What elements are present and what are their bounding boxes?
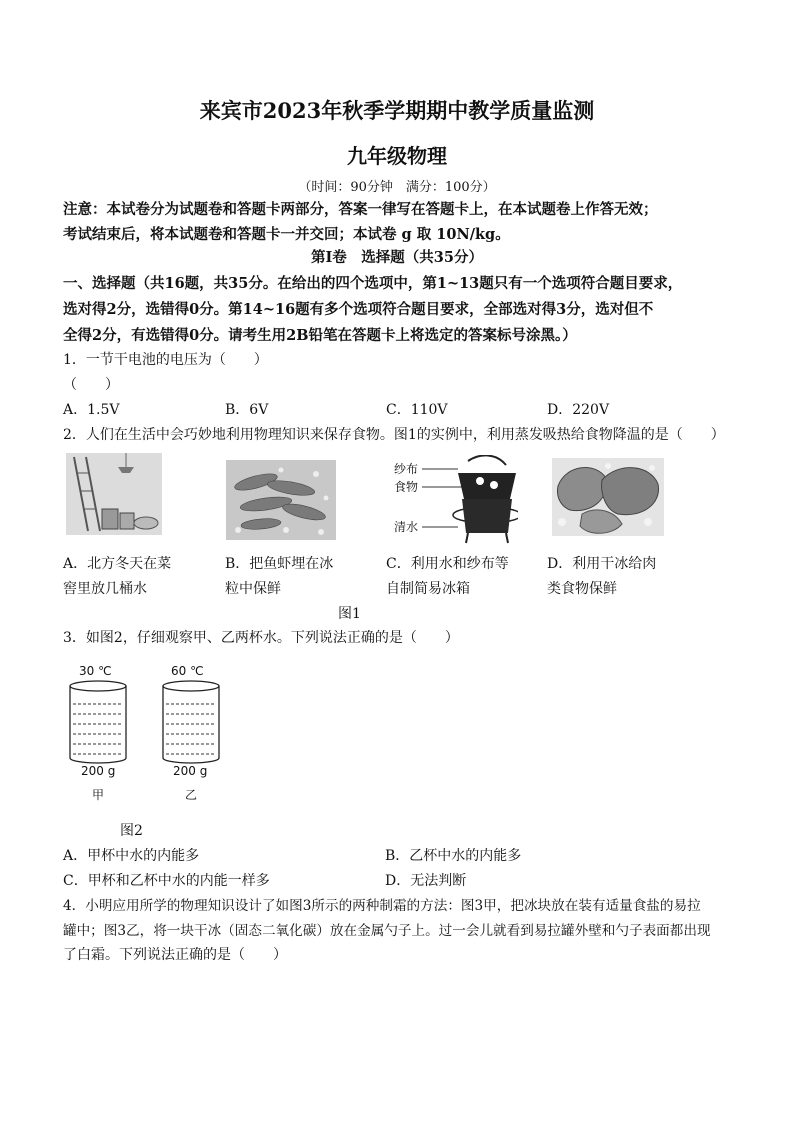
q2-option-b-line2: 粒中保鲜	[225, 581, 281, 597]
q1-blank: （ ）	[63, 377, 119, 393]
q4-line-1: 4．小明应用所学的物理知识设计了如图3所示的两种制霜的方法：图3甲，把冰块放在装有适量食盐的易拉	[63, 898, 701, 914]
q2-option-a-line1: A．北方冬天在菜	[63, 556, 172, 572]
water-label: 清水	[394, 520, 419, 534]
figure-2-caption: 图2	[120, 823, 143, 839]
figure-2-cups	[63, 658, 223, 808]
q2-option-c-line1: C．利用水和纱布等	[386, 556, 509, 572]
q2-stem: 2．人们在生活中会巧妙地利用物理知识来保存食物。图1的实例中，利用蒸发吸热给食物降温的是（ ）	[63, 427, 725, 443]
q3-option-d: D．无法判断	[385, 873, 467, 889]
fish-on-ice-image	[226, 460, 336, 540]
section-instruction-1: 一、选择题（共16题，共35分。在给出的四个选项中，第1~13题只有一个选项符合题目要求，	[63, 275, 683, 292]
q1-option-d: D．220V	[547, 402, 610, 418]
diy-cooler-image	[388, 455, 518, 545]
cup-yi-name: 乙	[185, 788, 198, 802]
q2-option-a-line2: 窖里放几桶水	[63, 581, 147, 597]
section-instruction-2: 选对得2分，选错得0分。第14~16题有多个选项符合题目要求，全部选对得3分，选对但不	[63, 301, 654, 318]
q3-option-a: A．甲杯中水的内能多	[63, 848, 200, 864]
q3-option-b: B．乙杯中水的内能多	[385, 848, 522, 864]
q1-stem: 1．一节干电池的电压为（ ）	[63, 352, 268, 368]
cup-yi-mass: 200 g	[173, 764, 208, 778]
q1-option-c: C．110V	[386, 402, 448, 418]
time-note: （时间：90分钟 满分：100分）	[298, 180, 496, 195]
q3-option-c: C．甲杯和乙杯中水的内能一样多	[63, 873, 270, 889]
cellar-water-buckets-image	[66, 453, 162, 535]
notice-line-1: 注意：本试卷分为试题卷和答题卡两部分，答案一律写在答题卡上，在本试题卷上作答无效；	[63, 201, 658, 218]
section-heading: 第Ⅰ卷 选择题（共35分）	[311, 249, 483, 266]
food-label: 食物	[394, 480, 419, 494]
q4-line-2: 罐中；图3乙，将一块干冰（固态二氧化碳）放在金属勺子上。过一会儿就看到易拉罐外壁和勺子表面都出现	[63, 923, 711, 939]
q1-option-b: B．6V	[225, 402, 269, 418]
figure-1-caption: 图1	[338, 606, 361, 622]
cup-jia-name: 甲	[92, 788, 105, 802]
q1-option-a: A．1.5V	[63, 402, 120, 418]
q2-option-c-line2: 自制简易冰箱	[386, 581, 470, 597]
q3-stem: 3．如图2，仔细观察甲、乙两杯水。下列说法正确的是（ ）	[63, 630, 459, 646]
gauze-label: 纱布	[394, 462, 419, 476]
cup-jia-temperature: 30 ℃	[79, 664, 112, 678]
q4-line-3: 了白霜。下列说法正确的是（ ）	[63, 947, 287, 963]
cup-jia-mass: 200 g	[81, 764, 116, 778]
q2-option-b-line1: B．把鱼虾埋在冰	[225, 556, 334, 572]
cup-yi-temperature: 60 ℃	[171, 664, 204, 678]
meat-dry-ice-image	[552, 458, 664, 536]
section-instruction-3: 全得2分，有选错得0分。请考生用2B铅笔在答题卡上将选定的答案标号涂黑。）	[63, 327, 577, 344]
exam-title: 来宾市2023年秋季学期期中教学质量监测	[199, 98, 595, 123]
subject-title: 九年级物理	[347, 144, 447, 168]
q2-option-d-line2: 类食物保鲜	[547, 581, 617, 597]
q2-option-d-line1: D．利用干冰给肉	[547, 556, 657, 572]
notice-line-2: 考试结束后，将本试题卷和答题卡一并交回；本试卷 g 取 10N/kg。	[63, 226, 510, 243]
